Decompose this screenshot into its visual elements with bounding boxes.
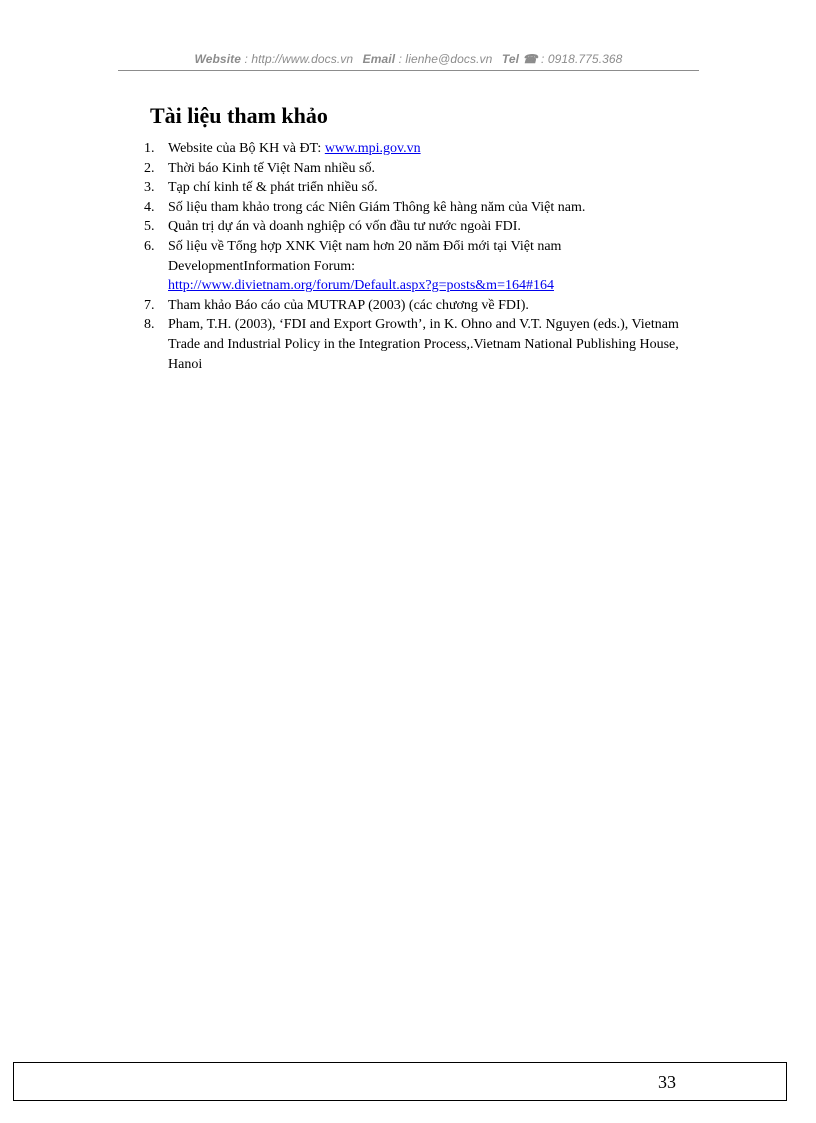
reference-list: [142, 139, 682, 374]
item-text: Số liệu về Tổng hợp XNK Việt nam hơn 20 năm Đổi mới tại Việt nam: [168, 238, 562, 254]
item-text: Tham khảo Báo cáo của MUTRAP (2003) (các chương về FDI).: [168, 297, 529, 313]
list-item: [142, 217, 682, 237]
list-item: [142, 315, 682, 374]
item-text-line2: DevelopmentInformation Forum:: [168, 258, 356, 274]
phone-icon: ☎: [522, 52, 538, 66]
item-number: 1.: [144, 141, 155, 156]
item-number: 5.: [144, 219, 155, 235]
list-item: [142, 178, 682, 198]
item-number: 3.: [144, 180, 155, 196]
tel-value: : 0918.775.368: [540, 52, 623, 66]
item-number: 8.: [144, 317, 155, 333]
list-item: [142, 237, 682, 296]
website-value: : http://www.docs.vn: [244, 52, 354, 66]
item-text: Pham, T.H. (2003), ‘FDI and Export Growth’, in K. Ohno and V.T. Nguyen (eds.), Vietnam Trade and Industrial Policy in the Integration Process,.Vietnam National Publishing House, Hanoi: [168, 317, 679, 372]
reference-link[interactable]: www.mpi.gov.vn: [324, 141, 421, 156]
list-item: [142, 139, 682, 159]
list-item: [142, 296, 682, 316]
page-header: [118, 52, 699, 66]
item-number: 7.: [144, 297, 155, 313]
reference-link[interactable]: http://www.divietnam.org/forum/Default.aspx?g=posts&m=164#164: [168, 278, 554, 294]
item-number: 4.: [144, 199, 155, 215]
page-footer: [13, 1062, 787, 1101]
item-text: Website của Bộ KH và ĐT:: [168, 141, 325, 156]
tel-label: Tel: [501, 52, 520, 66]
item-number: 6.: [144, 238, 155, 254]
item-text: Tạp chí kinh tế & phát triển nhiều số.: [168, 180, 378, 196]
item-text: Quản trị dự án và doanh nghiệp có vốn đầu tư nước ngoài FDI.: [168, 219, 521, 235]
item-text: Số liệu tham khảo trong các Niên Giám Thông kê hàng năm của Việt nam.: [168, 199, 586, 215]
email-value: : lienhe@docs.vn: [398, 52, 493, 66]
website-label: Website: [194, 52, 242, 66]
item-number: 2.: [144, 160, 155, 176]
header-divider: [118, 70, 699, 71]
page-number: 33: [658, 1072, 676, 1092]
list-item: [142, 159, 682, 179]
list-item: [142, 198, 682, 218]
email-label: Email: [362, 52, 396, 66]
item-text: Thời báo Kinh tế Việt Nam nhiều số.: [168, 160, 375, 176]
page-title: Tài liệu tham khảo: [150, 103, 328, 128]
